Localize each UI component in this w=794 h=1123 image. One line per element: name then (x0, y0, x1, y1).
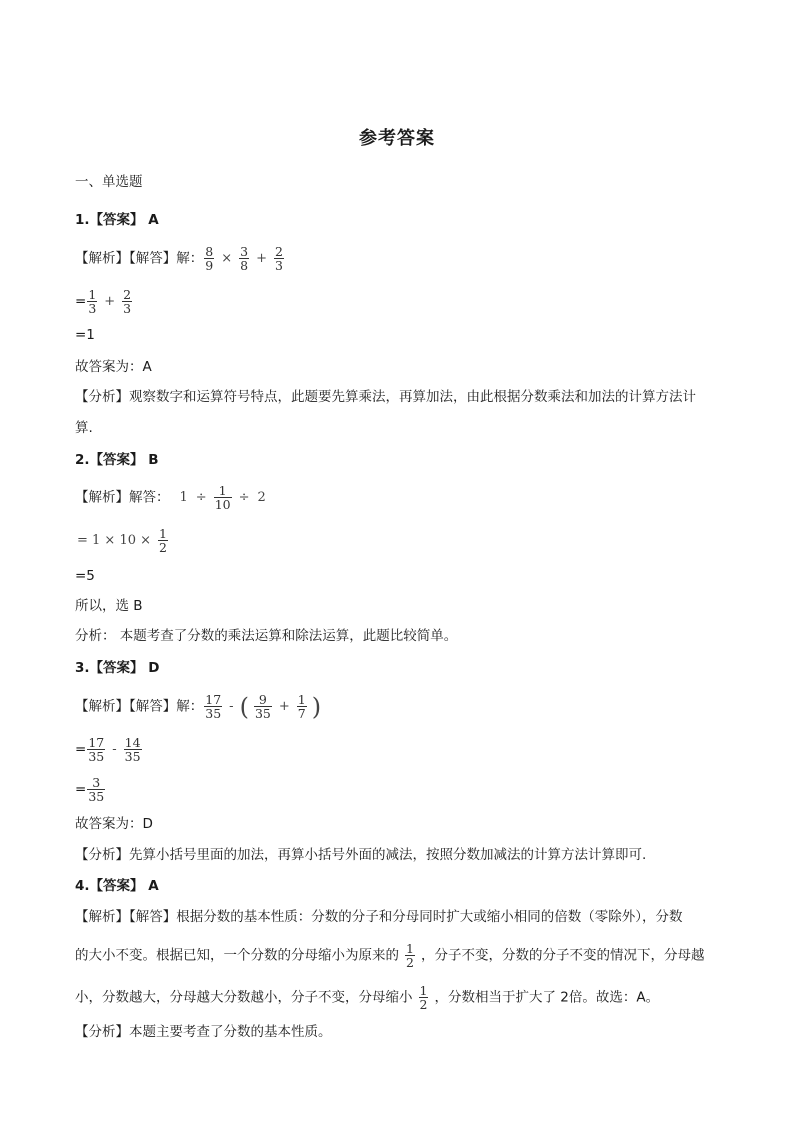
fraction: $\frac{1}{3}$ (88, 287, 97, 316)
fraction: $\frac{1}{2}$ (159, 526, 167, 555)
fraction: $\frac{9}{35}$ (254, 692, 271, 721)
q3-jiexi-label: 【解析】【解答】解： (75, 698, 204, 715)
q1-jiexi (75, 245, 285, 272)
q1-answer: 1.【答案】 A (75, 212, 159, 228)
q3-expression: $\frac{17}{35}$ - ( $\frac{9}{35}$ + $\frac{1}{7}$ ) (205, 692, 322, 721)
fraction: $\frac{1}{2}$ (406, 941, 414, 970)
page-title: 参考答案 (359, 128, 435, 149)
q2-step2: =5 (75, 568, 95, 584)
q4-analysis-line1: 【解析】【解答】根据分数的基本性质：分数的分子和分母同时扩大或缩小相同的倍数（零除外），分数 (75, 909, 683, 925)
q2-step1: = 1 × 10 × $\frac{1}{2}$ (77, 526, 167, 555)
q2-jiexi-label: 【解析】解答： (75, 489, 170, 506)
q2-jiexi (75, 484, 268, 511)
fraction: $\frac{2}{3}$ (274, 244, 283, 273)
q3-analysis: 【分析】先算小括号里面的加法，再算小括号外面的减法，按照分数加减法的计算方法计算即可. (75, 847, 647, 863)
fraction: $\frac{1}{10}$ (214, 483, 231, 512)
q3-answer: 3.【答案】 D (75, 660, 160, 676)
fraction: $\frac{17}{35}$ (88, 735, 105, 764)
fraction: $\frac{1}{7}$ (297, 692, 306, 721)
fraction: $\frac{3}{8}$ (240, 244, 249, 273)
q3-step1: = $\frac{17}{35}$ - $\frac{14}{35}$ (75, 735, 141, 764)
q1-conclusion: 故答案为：A (75, 359, 152, 375)
q1-analysis-line2: 算. (75, 420, 93, 436)
q1-step1: = $\frac{1}{3}$ + $\frac{2}{3}$ (75, 287, 132, 316)
fraction: $\frac{1}{2}$ (419, 983, 428, 1012)
q3-jiexi (75, 693, 321, 720)
q3-step2: = $\frac{3}{35}$ (75, 775, 105, 804)
q4-analysis-summary: 【分析】本题主要考查了分数的基本性质。 (75, 1024, 332, 1040)
q2-expression: 1 ÷ $\frac{1}{10}$ ÷ 2 (179, 483, 266, 512)
fraction: $\frac{14}{35}$ (124, 735, 141, 764)
fraction: $\frac{3}{35}$ (88, 775, 105, 804)
section-heading: 一、单选题 (75, 174, 143, 190)
fraction: $\frac{8}{9}$ (205, 244, 214, 273)
fraction: $\frac{17}{35}$ (205, 692, 222, 721)
q1-expression: $\frac{8}{9}$ × $\frac{3}{8}$ + $\frac{2}{3}$ (205, 244, 283, 273)
q4-answer: 4.【答案】 A (75, 878, 159, 894)
q1-step2: =1 (75, 327, 95, 343)
q3-conclusion: 故答案为：D (75, 816, 153, 832)
fraction: $\frac{2}{3}$ (123, 287, 132, 316)
q2-analysis: 分析： 本题考查了分数的乘法运算和除法运算，此题比较简单。 (75, 628, 458, 644)
q2-answer: 2.【答案】 B (75, 452, 159, 468)
q2-conclusion: 所以，选 B (75, 598, 143, 614)
q1-analysis-line1: 【分析】观察数字和运算符号特点，此题要先算乘法，再算加法，由此根据分数乘法和加法的计算方法计 (75, 389, 696, 405)
q4-analysis-line2: 的大小不变。根据已知，一个分数的分母缩小为原来的 $\frac{1}{2}$ ，分子不变，分数的分子不变的情况下，分母越 (75, 941, 705, 970)
q1-jiexi-label: 【解析】【解答】解： (75, 250, 204, 267)
q4-analysis-line3: 小，分数越大，分母越大分数越小，分子不变，分母缩小 $\frac{1}{2}$ ，分数相当于扩大了 2倍。故选：A。 (75, 983, 660, 1012)
